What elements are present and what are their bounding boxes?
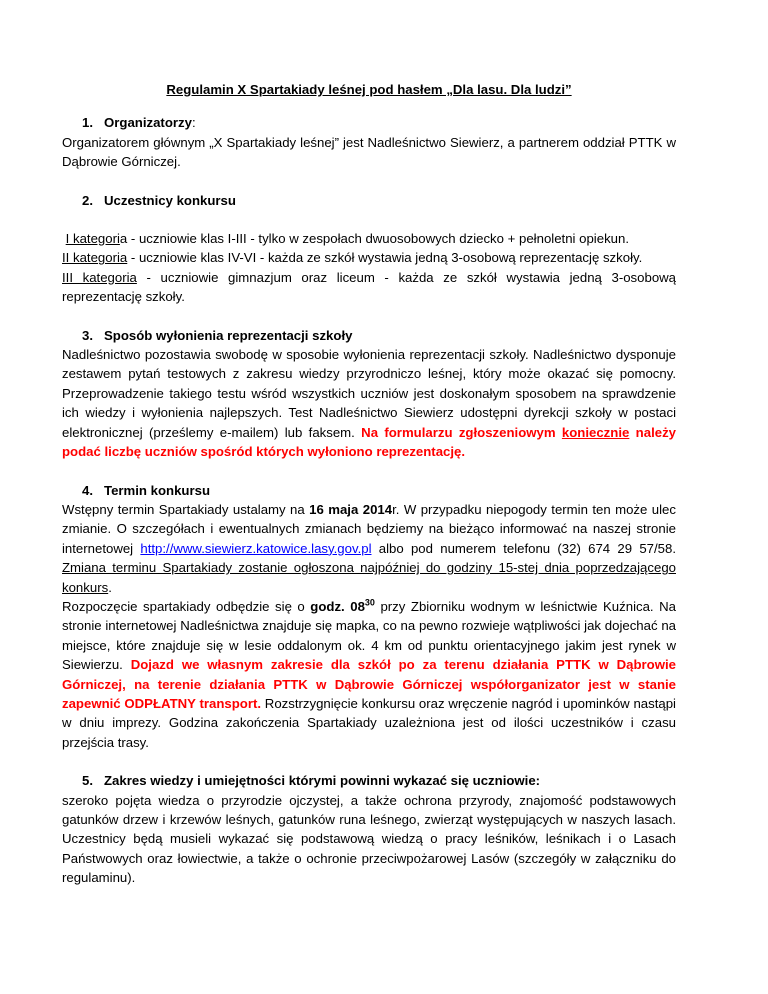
section-2-title: Uczestnicy konkursu — [104, 192, 236, 208]
section-4-body: . W przypadku niepogody termin ten może ulec zmianie. O szczegółach i ewentualnych zmianach będziemy na bieżąco informować na naszej stronie internetowej — [62, 501, 676, 556]
category-3-text: - uczniowie gimnazjum oraz liceum - każda ze szkół wystawia jedną 3-osobową reprezentację szkoły. — [62, 269, 677, 305]
section-1-title: Organizatorzy — [104, 115, 192, 131]
section-4-heading — [62, 481, 676, 500]
section-3-notice-b: należy podać liczbę uczniów spośród których wyłoniono reprezentację. — [62, 424, 676, 460]
section-3-number: 3. — [82, 327, 93, 343]
category-3-label: III kategoria — [62, 269, 137, 285]
section-3-text — [62, 345, 676, 461]
location-text: przy Zbiorniku wodnym w leśnictwie Kuźnica. Na stronie internetowej Nadleśnictwa znajduje się mapka, co na pewno rozwieje wątpliwości jak dojechać na miejsce, które znajduje się w lesie oddalonym ok. 4 km od punktu orientacyjnego jakim jest rynek w Siewierzu. — [62, 598, 676, 673]
section-4-period: . — [108, 579, 112, 595]
section-5-number: 5. — [82, 773, 93, 789]
section-2-number: 2. — [82, 192, 93, 208]
section-5-heading — [62, 771, 676, 790]
section-1-colon: : — [191, 115, 196, 131]
category-3 — [62, 268, 676, 307]
section-4-text-1 — [62, 500, 676, 597]
section-4-title: Termin konkursu — [104, 482, 211, 498]
start-time-minutes: 30 — [364, 597, 375, 608]
section-4-number: 4. — [82, 482, 93, 498]
category-1 — [62, 229, 676, 248]
website-link[interactable]: http://www.siewierz.katowice.lasy.gov.pl — [140, 540, 372, 556]
section-1-number: 1. — [82, 115, 93, 131]
category-2 — [62, 248, 676, 267]
document-title: Regulamin X Spartakiady leśnej pod hasłem „Dla lasu. Dla ludzi” — [166, 82, 572, 97]
start-time: godz. 08 — [310, 598, 365, 614]
document-page — [62, 80, 676, 888]
section-4-intro: Wstępny termin Spartakiady ustalamy na — [62, 501, 310, 517]
event-date-suffix: r — [392, 501, 396, 517]
start-intro: Rozpoczęcie spartakiady odbędzie się o — [62, 598, 311, 614]
section-5-text: szeroko pojęta wiedza o przyrodzie ojczystej, a także ochrona przyrody, znajomość podstawowych gatunków drzew i krzewów leśnych, gatunków runa leśnego, zwierząt występujących w naszych lasach. Uczestnicy będą musieli wykazać się podstawową wiedzą o pracy leśników, leśnikach i o Lasach Państwowych oraz łowiectwie, a także o ochronie przeciwpożarowej Lasów (szczegóły w załączniku do regulaminu). — [62, 792, 676, 886]
section-4-phone: albo pod numerem telefonu (32) 674 29 57/58. — [371, 540, 676, 556]
section-1-heading — [62, 113, 676, 132]
category-2-label: II kategoria — [62, 250, 128, 266]
category-1-label: I kategori — [65, 231, 120, 247]
section-1-text: Organizatorem głównym „X Spartakiady leśnej” jest Nadleśnictwo Siewierz, a partnerem oddział PTTK w Dąbrowie Górniczej. — [62, 134, 676, 170]
results-text: Rozstrzygnięcie konkursu oraz wręczenie nagród i upominków nastąpi w dniu imprezy. Godzina zakończenia Spartakiady uzależniona jest od ilości uczestników i czasu przejścia trasy. — [62, 695, 676, 750]
section-4-text-2 — [62, 597, 676, 752]
category-1-text: a - uczniowie klas I-III - tylko w zespołach dwuosobowych dziecko + pełnoletni opiekun. — [119, 231, 629, 247]
section-3-notice-emphasis: koniecznie — [561, 424, 630, 440]
section-5-title: Zakres wiedzy i umiejętności którymi powinni wykazać się uczniowie: — [104, 773, 541, 789]
section-3-notice-a: Na formularzu zgłoszeniowym — [361, 424, 562, 440]
transport-notice: Dojazd we własnym zakresie dla szkół po za terenu działania PTTK w Dąbrowie Górniczej, na terenie działania PTTK w Dąbrowie Górniczej współorganizator jest w stanie zapewnić ODPŁATNY transport. — [62, 657, 676, 711]
section-3-body: Nadleśnictwo pozostawia swobodę w sposobie wyłonienia reprezentacji szkoły. Nadleśnictwo dysponuje zestawem pytań testowych z zakresu wiedzy przyrodniczo leśnej, który może okazać się pomocny. Przeprowadzenie takiego testu wśród wszystkich uczniów jest doskonałym sposobem na sprawdzenie ich wiedzy i wyłonienia najlepszych. Test Nadleśnictwo Siewierz udostępni dyrekcji szkoły w postaci elektronicznej (prześlemy e-mailem) lub faksem. — [62, 347, 676, 440]
event-date: 16 maja 2014 — [309, 501, 393, 517]
section-3-title: Sposób wyłonienia reprezentacji szkoły — [104, 327, 353, 343]
section-3-heading — [62, 326, 676, 345]
category-2-text: - uczniowie klas IV-VI - każda ze szkół wystawia jedną 3-osobową reprezentację szkoły. — [127, 250, 643, 266]
date-change-notice: Zmiana terminu Spartakiady zostanie ogłoszona najpóźniej do godziny 15-stej dnia poprzedzającego konkurs — [62, 560, 676, 595]
section-2-heading — [62, 191, 676, 210]
